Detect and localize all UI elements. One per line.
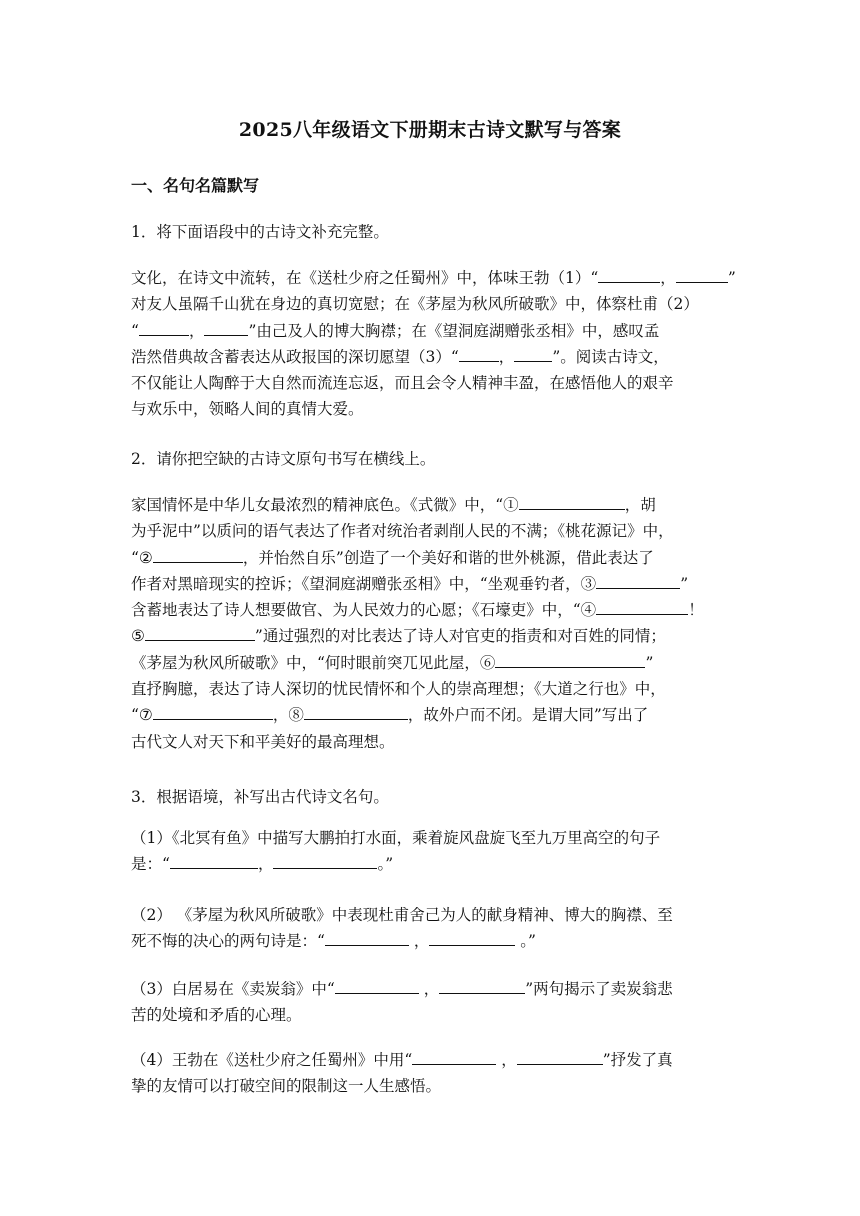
passage-text: “ [131,321,139,340]
passage-text: ，胡 [624,496,656,514]
question-3-part-1 [131,825,729,878]
answer-blank[interactable] [514,344,552,362]
answer-blank[interactable] [495,650,645,668]
passage-text: （4）王勃在《送杜少府之任蜀州》中用“ [131,1051,413,1069]
passage-line: 与欢乐中，领略人间的真情大爱。 [131,400,364,419]
passage-text: ”通过强烈的对比表达了诗人对官吏的指责和对百姓的同情； [254,627,666,646]
answer-blank[interactable] [204,318,248,336]
passage-text: 家国情怀是中华儿女最浓烈的精神底色。《式微》中，“① [131,496,519,514]
passage-text: 。” [515,932,536,951]
passage-text: ”两句揭示了卖炭翁悲 [525,980,673,998]
passage-text: 文化，在诗文中流转，在《送杜少府之任蜀州》中，体味王勃（1）“ [131,269,599,287]
answer-blank[interactable] [335,976,419,994]
passage-text: （3）白居易在《卖炭翁》中“ [131,980,335,998]
question-3-part-2 [131,902,729,955]
answer-blank[interactable] [517,1047,603,1065]
passage-text: ” [645,653,654,672]
question-1-passage [131,265,736,423]
passage-line: （1）《北冥有鱼》中描写大鹏拍打水面，乘着旋风盘旋飞至九万里高空的句子 [131,829,661,847]
passage-line: 古代文人对天下和平美好的最高理想。 [131,732,395,751]
passage-line: （2） 《茅屋为秋风所破歌》中表现杜甫舍己为人的献身精神、博大的胸襟、至 [131,906,673,924]
passage-line: 挚的友情可以打破空间的限制这一人生感悟。 [131,1077,442,1096]
question-3-part-4 [131,1047,729,1100]
passage-text: 《茅屋为秋风所破歌》中，“何时眼前突兀见此屋，⑥ [131,653,496,672]
answer-blank[interactable] [596,571,680,589]
passage-line: 直抒胸臆，表达了诗人深切的忧民情怀和个人的崇高理想；《大道之行也》中， [131,680,666,699]
question-2-passage [131,492,729,755]
passage-text: ，⑧ [272,706,304,725]
page-title: 2025八年级语文下册期末古诗文默写与答案 [238,119,622,141]
passage-text: ，故外户而不闭。是谓大同”写出了 [407,706,649,725]
passage-text: ， [660,269,676,287]
passage-line: 为乎泥中”以质问的语气表达了作者对统治者剥削人民的不满；《桃花源记》中， [131,522,674,541]
question-1-heading: 1．将下面语段中的古诗文补充完整。 [131,223,389,241]
passage-text: ” [680,574,689,593]
answer-blank[interactable] [429,928,515,946]
passage-text: “⑦ [131,706,153,725]
passage-text: ， [257,855,274,874]
passage-line: 苦的处境和矛盾的心理。 [131,1006,302,1025]
answer-blank[interactable] [304,702,408,720]
question-3-part-3 [131,976,729,1029]
answer-blank[interactable] [459,344,499,362]
question-2-heading: 2．请你把空缺的古诗文原句书写在横线上。 [131,450,436,468]
answer-blank[interactable] [273,851,377,869]
answer-blank[interactable] [412,1047,496,1065]
passage-text: ⑤ [131,627,145,646]
passage-text: 作者对黑暗现实的控诉；《望洞庭湖赠张丞相》中，“坐观垂钓者，③ [131,574,597,593]
answer-blank[interactable] [596,597,688,615]
passage-text: ”由己及人的博大胸襟；在《望洞庭湖赠张丞相》中，感叹孟 [248,321,660,340]
answer-blank[interactable] [153,545,243,563]
passage-text: ， [496,1051,517,1069]
answer-blank[interactable] [439,976,525,994]
answer-blank[interactable] [170,851,258,869]
passage-text: 浩然借典故含蓄表达从政报国的深切愿望（3）“ [131,347,459,366]
passage-text: ， [188,321,205,340]
passage-text: 是：“ [131,855,170,874]
passage-text: ，并怡然自乐”创造了一个美好和谐的世外桃源，借此表达了 [242,548,654,567]
passage-line: 对友人虽隔千山犹在身边的真切宽慰；在《茅屋为秋风所破歌》中，体察杜甫（2） [131,295,699,314]
passage-text: 死不悔的决心的两句诗是：“ [131,932,325,951]
answer-blank[interactable] [153,702,273,720]
passage-line: 不仅能让人陶醉于大自然而流连忘返，而且会令人精神丰盈，在感悟他人的艰辛 [131,374,674,393]
section-heading: 一、名句名篇默写 [131,176,260,195]
passage-text: ， [418,980,440,998]
answer-blank[interactable] [598,265,660,283]
passage-text: ”抒发了真 [602,1051,673,1069]
answer-blank[interactable] [676,265,728,283]
answer-blank[interactable] [325,928,409,946]
passage-text: 。” [377,855,394,874]
answer-blank[interactable] [145,623,255,641]
passage-text: ， [408,932,430,951]
passage-text: 含蓄地表达了诗人想要做官、为人民效力的心愿；《石壕吏》中，“④ [131,601,597,620]
answer-blank[interactable] [139,318,189,336]
answer-blank[interactable] [519,492,625,510]
passage-text: “② [131,548,153,567]
question-3-heading: 3．根据语境，补写出古代诗文名句。 [131,788,389,806]
passage-text: ！ [688,601,704,620]
passage-text: ” [727,269,736,287]
passage-text: ， [498,347,515,366]
passage-text: ”。阅读古诗文， [552,347,669,366]
